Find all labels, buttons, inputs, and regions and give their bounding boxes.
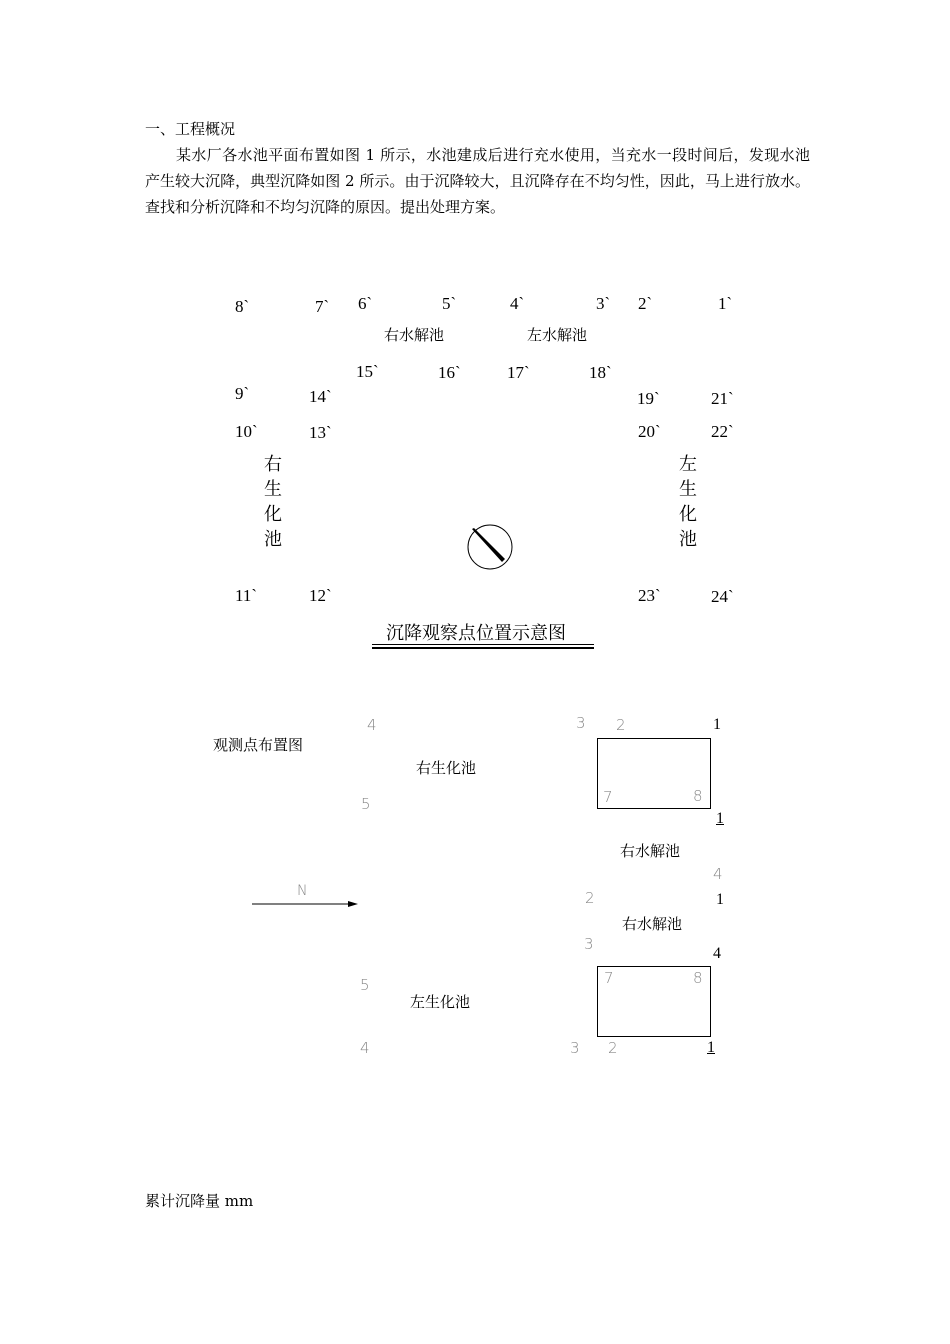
gray-point-label: 4 [713, 865, 723, 883]
point-label: 1` [718, 294, 733, 313]
char: 右 [264, 454, 282, 475]
right-hydrolysis-pool-label: 右水解池 [384, 326, 445, 344]
figure-2-caption: 观测点布置图 [213, 736, 304, 754]
overview-paragraph: 某水厂各水池平面布置如图 1 所示，水池建成后进行充水使用，当充水一段时间后，发现水池产生较大沉降，典型沉降如图 2 所示。由于沉降较大，且沉降存在不均匀性，因此，马上进行放水。查找和分析沉降和不均匀沉降的原因。提出处理方案。 [145, 146, 810, 216]
gray-point-label: 4 [360, 1039, 370, 1057]
point-label: 12` [309, 586, 332, 605]
point-label: 23` [638, 586, 661, 605]
point-label: 6` [358, 294, 373, 313]
left-bio-pool-label: 左生化池 [410, 993, 471, 1011]
char: 左 [679, 454, 697, 475]
right-bio-pool-label [262, 452, 284, 552]
gray-point-label: 2 [608, 1039, 618, 1057]
point-label: 17` [507, 363, 530, 382]
title-underline [372, 644, 594, 645]
point-label: 5` [442, 294, 457, 313]
point-label: 14` [309, 387, 332, 406]
section-heading: 一、工程概况 [145, 120, 236, 138]
gray-point-label: 3 [584, 935, 594, 953]
right-bio-pool-label: 右生化池 [416, 759, 477, 777]
gray-point-label: 4 [367, 716, 377, 734]
point-label: 11` [235, 586, 258, 605]
black-point-label: 1 [707, 1039, 715, 1056]
char: 池 [679, 529, 697, 550]
gray-point-label: 8 [693, 787, 703, 805]
point-label: 3` [596, 294, 611, 313]
gray-point-label: 5 [361, 795, 371, 813]
title-underline [372, 647, 594, 649]
point-label: 16` [438, 363, 461, 382]
left-hydrolysis-pool-label: 左水解池 [527, 326, 588, 344]
gray-point-label: 2 [585, 889, 595, 907]
point-label: 21` [711, 389, 734, 408]
point-label: 15` [356, 362, 379, 381]
black-point-label: 4 [713, 945, 721, 962]
point-label: 2` [638, 294, 653, 313]
point-label: 19` [637, 389, 660, 408]
figure-1-title: 沉降观察点位置示意图 [386, 623, 566, 644]
cumulative-settlement-label: 累计沉降量 mm [145, 1192, 254, 1210]
point-label: 7` [315, 297, 330, 316]
char: 生 [679, 479, 697, 500]
compass-icon [466, 523, 514, 571]
char: 池 [264, 529, 282, 550]
point-label: 9` [235, 384, 250, 403]
north-arrow-icon [252, 898, 360, 910]
gray-point-label: 7 [604, 969, 614, 987]
left-bio-pool-label [677, 452, 699, 552]
char: 化 [264, 504, 282, 525]
point-label: 22` [711, 422, 734, 441]
gray-point-label: 8 [693, 969, 703, 987]
gray-point-label: 3 [570, 1039, 580, 1057]
point-label: 8` [235, 297, 250, 316]
right-hydrolysis-pool-label: 右水解池 [620, 842, 681, 860]
point-label: 4` [510, 294, 525, 313]
point-label: 20` [638, 422, 661, 441]
gray-point-label: 7 [603, 788, 613, 806]
gray-point-label: 2 [616, 716, 626, 734]
black-point-label: 1 [716, 891, 724, 908]
char: 化 [679, 504, 697, 525]
black-point-label: 1 [716, 810, 724, 827]
gray-point-label: 3 [576, 714, 586, 732]
char: 生 [264, 479, 282, 500]
point-label: 24` [711, 587, 734, 606]
point-label: 18` [589, 363, 612, 382]
gray-point-label: 5 [360, 976, 370, 994]
black-point-label: 1 [713, 716, 721, 733]
north-label: N [297, 883, 308, 899]
point-label: 13` [309, 423, 332, 442]
point-label: 10` [235, 422, 258, 441]
right-hydrolysis-pool-label: 右水解池 [622, 915, 683, 933]
